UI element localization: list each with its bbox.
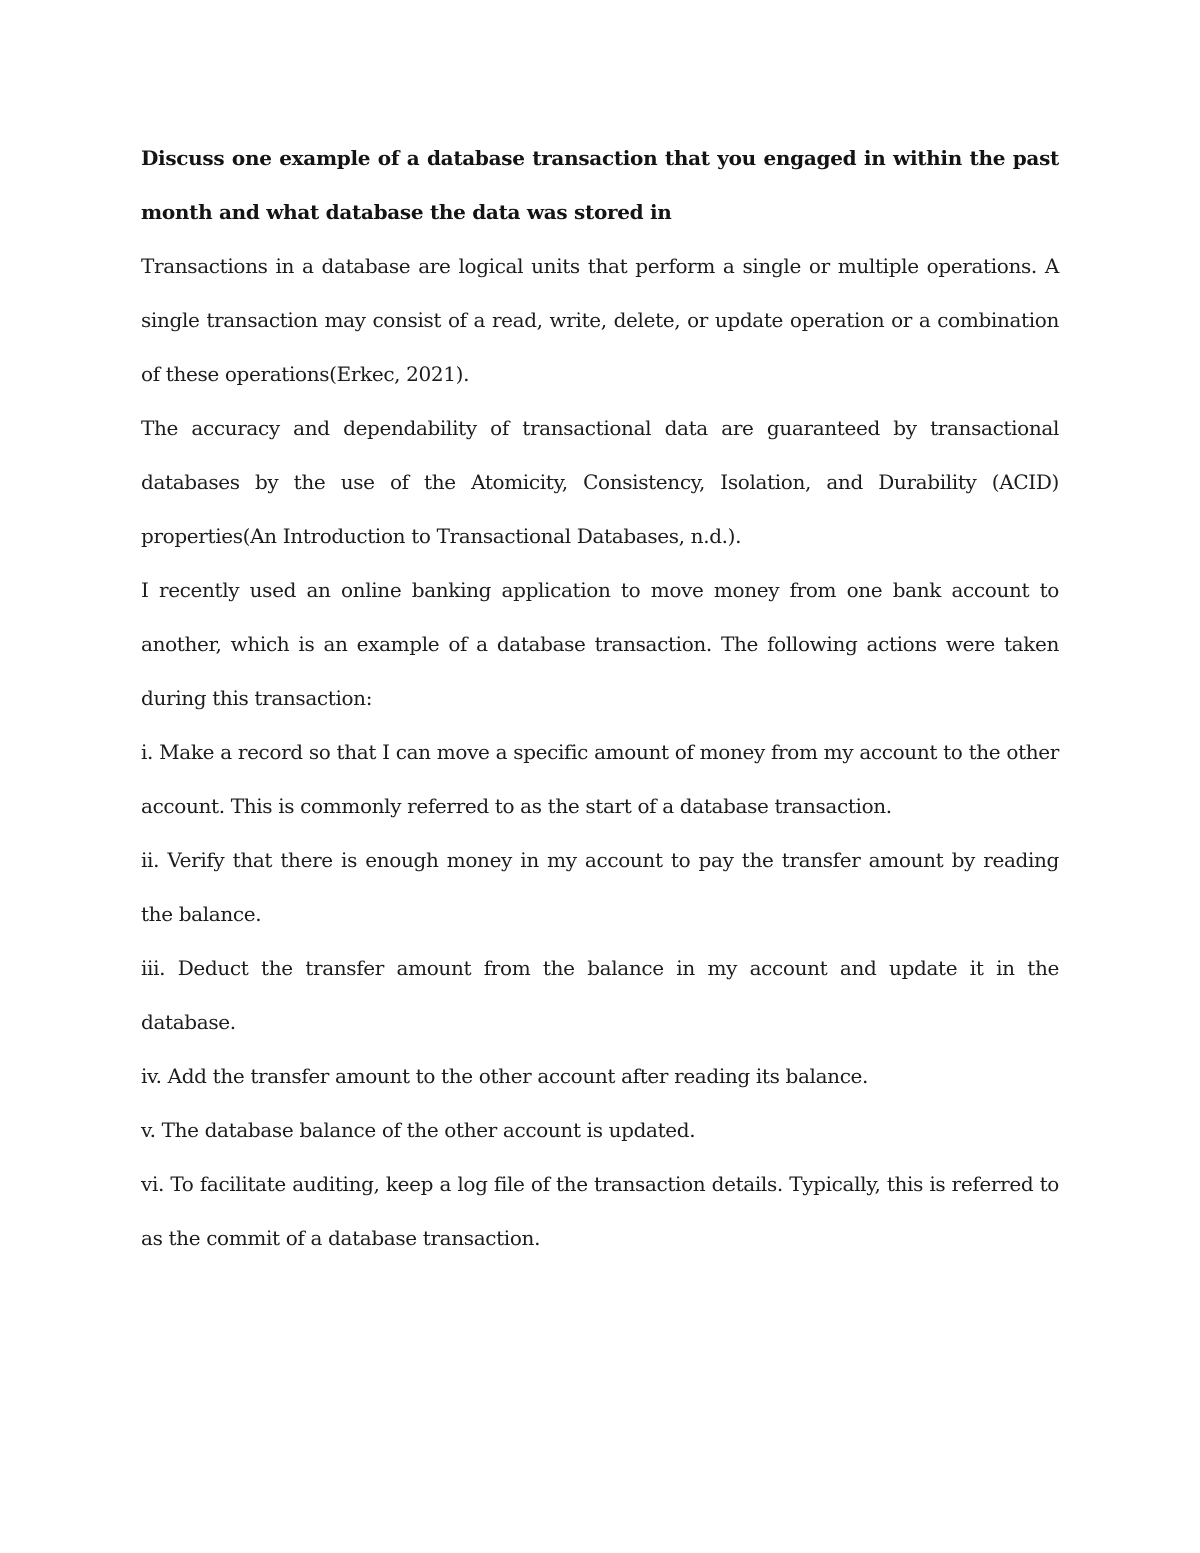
document-body (141, 131, 1059, 1265)
document-heading: Discuss one example of a database transaction that you engaged in within the past month and what database the data was stored in (141, 146, 1059, 224)
step-i: i. Make a record so that I can move a specific amount of money from my account to the other account. This is commonly referred to as the start of a database transaction. (141, 740, 1059, 818)
paragraph-banking-example: I recently used an online banking application to move money from one bank account to another, which is an example of a database transaction. The following actions were taken during this transaction: (141, 578, 1059, 710)
step-vi: vi. To facilitate auditing, keep a log file of the transaction details. Typically, this is referred to as the commit of a database transaction. (141, 1172, 1059, 1250)
paragraph-acid-properties: The accuracy and dependability of transactional data are guaranteed by transactional databases by the use of the Atomicity, Consistency, Isolation, and Durability (ACID) properties(An Introduction to Transactional Databases, n.d.). (141, 416, 1059, 548)
step-ii: ii. Verify that there is enough money in my account to pay the transfer amount by reading the balance. (141, 848, 1059, 926)
step-v: v. The database balance of the other account is updated. (141, 1118, 696, 1142)
paragraph-transactions-definition: Transactions in a database are logical units that perform a single or multiple operations. A single transaction may consist of a read, write, delete, or update operation or a combination of these operations(Erkec, 2021). (141, 254, 1059, 386)
step-iv: iv. Add the transfer amount to the other account after reading its balance. (141, 1064, 869, 1088)
step-iii: iii. Deduct the transfer amount from the balance in my account and update it in the database. (141, 956, 1059, 1034)
